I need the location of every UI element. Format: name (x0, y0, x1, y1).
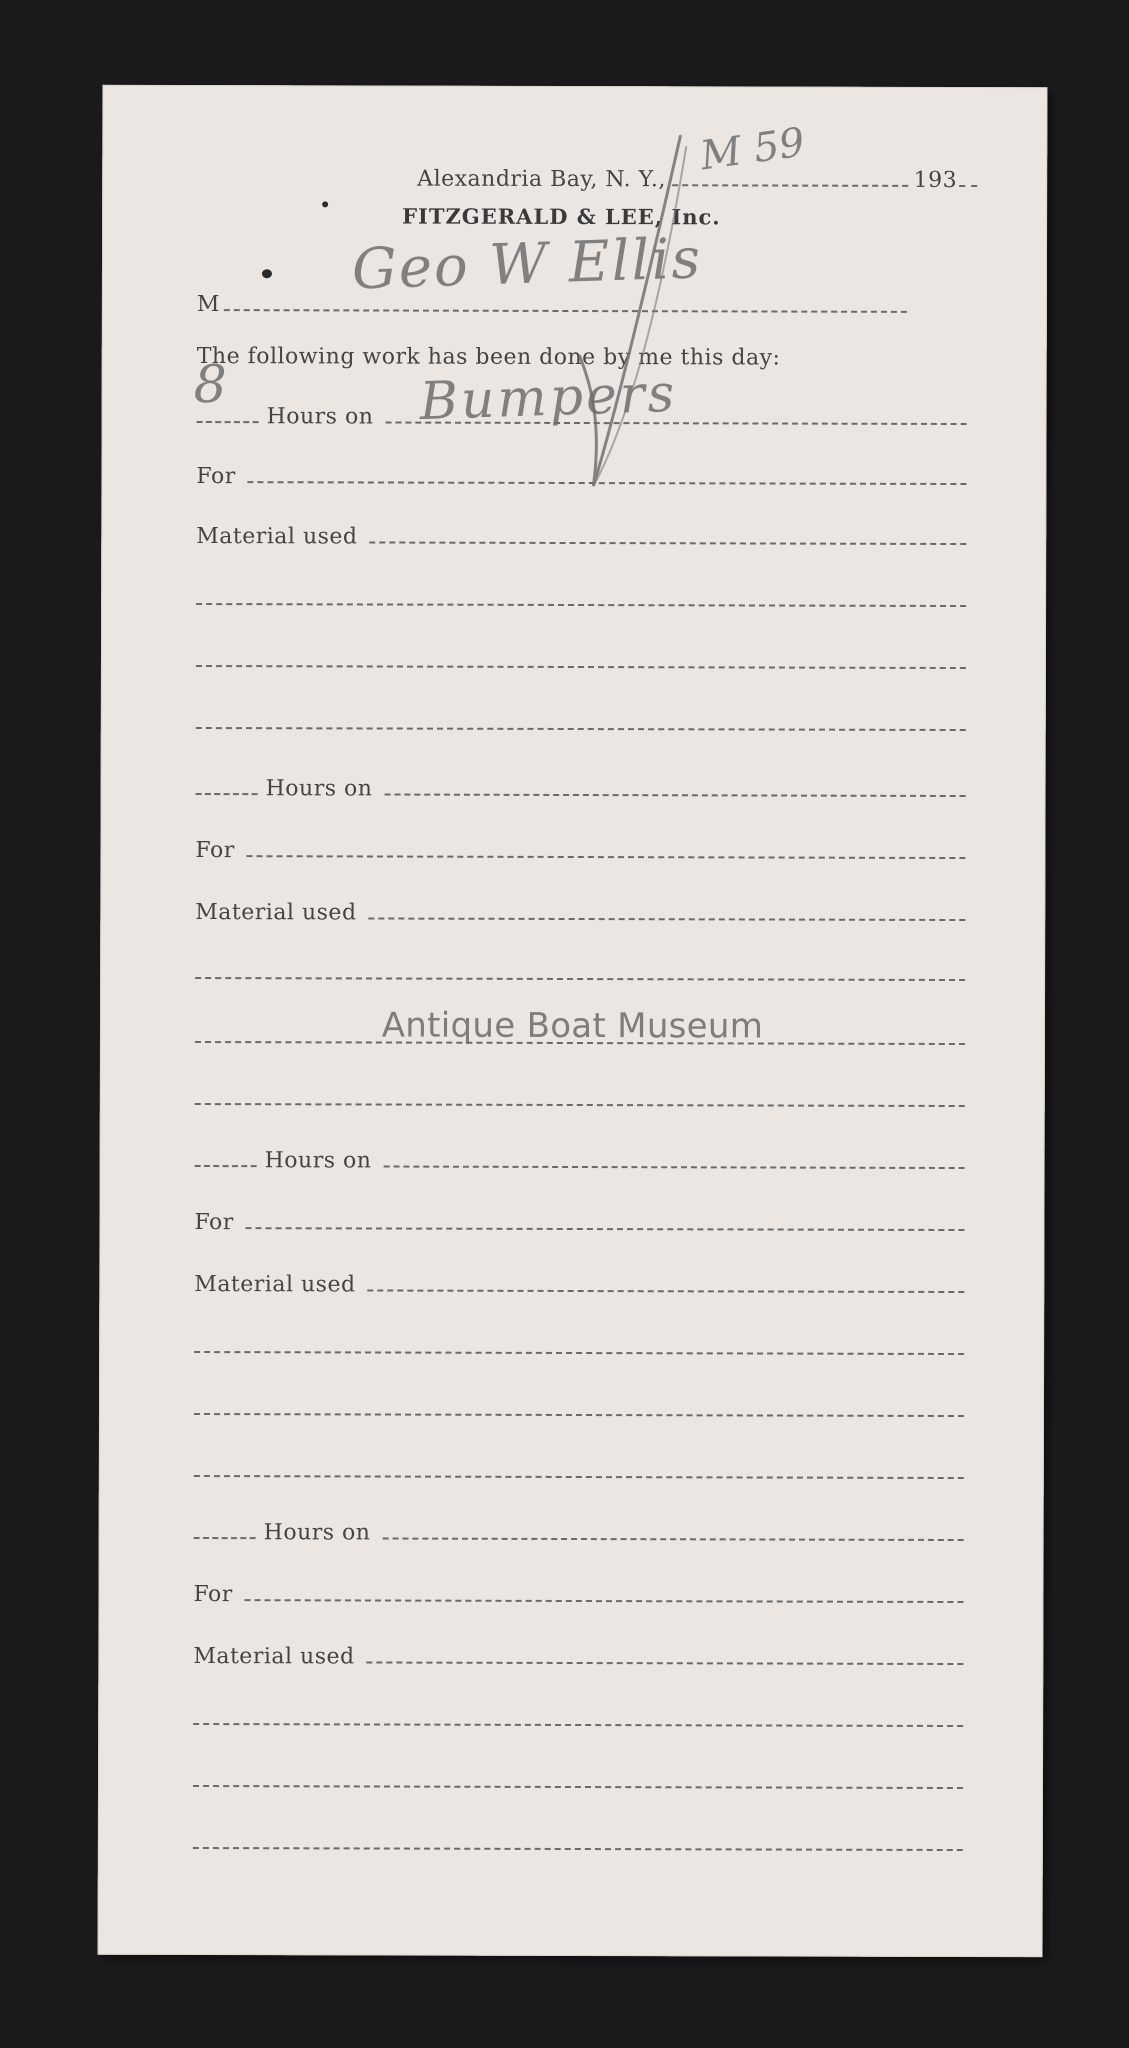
watermark-text: Antique Boat Museum (381, 1005, 764, 1047)
for-label-2: For (195, 838, 235, 864)
material-field-1[interactable] (370, 541, 967, 545)
worker-field[interactable] (224, 309, 907, 313)
blank-line (195, 959, 965, 987)
hours-field-1[interactable] (197, 421, 259, 423)
for-field-2[interactable] (247, 855, 966, 859)
hours-label-2: Hours on (265, 776, 373, 802)
for-label-4: For (193, 1582, 233, 1608)
for-field-3[interactable] (246, 1227, 965, 1231)
handwritten-date: M 59 (697, 119, 808, 180)
handwritten-hours-on: Bumpers (418, 363, 679, 433)
material-line-2 (195, 899, 965, 927)
blank-line (193, 1829, 963, 1857)
material-line-4 (193, 1643, 963, 1671)
blank-line (194, 1457, 964, 1485)
blank-line (193, 1705, 963, 1733)
blank-line (195, 1085, 965, 1113)
handwritten-name: Geo W Ellis (351, 226, 704, 303)
material-field-3[interactable] (368, 1289, 965, 1293)
blank-line (196, 647, 966, 675)
handwritten-hours: 8 (193, 355, 227, 416)
company-label: FITZGERALD & LEE, (402, 203, 664, 230)
for-line-4 (193, 1581, 963, 1609)
hours-field-3[interactable] (195, 1165, 257, 1167)
hours-on-field-2[interactable] (384, 794, 965, 798)
for-line-2 (195, 837, 965, 865)
hours-on-field-4[interactable] (382, 1538, 963, 1542)
material-label-3: Material used (194, 1272, 356, 1298)
paper-spot (322, 201, 328, 207)
blank-field[interactable] (194, 1413, 964, 1417)
blank-field[interactable] (196, 603, 966, 607)
hours-label-4: Hours on (263, 1520, 371, 1546)
company-suffix: Inc. (671, 204, 721, 230)
date-line (417, 162, 977, 193)
material-line-3 (194, 1271, 964, 1299)
for-field-4[interactable] (245, 1599, 964, 1603)
date-field[interactable] (672, 184, 908, 187)
hours-on-field-3[interactable] (383, 1166, 964, 1170)
material-field-4[interactable] (367, 1661, 964, 1665)
blank-line (193, 1767, 963, 1795)
material-label-4: Material used (193, 1644, 355, 1670)
m-label: M (196, 292, 220, 318)
for-label-3: For (194, 1210, 234, 1236)
check-mark-icon (571, 126, 692, 526)
hours-line-3 (195, 1147, 965, 1175)
blank-line (196, 585, 966, 613)
blank-field[interactable] (195, 1103, 965, 1107)
for-line-3 (194, 1209, 964, 1237)
location-label: Alexandria Bay, N. Y., (417, 166, 666, 193)
blank-field[interactable] (193, 1785, 963, 1789)
year-label: 193 (913, 167, 958, 194)
blank-field[interactable] (195, 977, 965, 981)
hours-label-3: Hours on (264, 1148, 372, 1174)
material-field-2[interactable] (369, 917, 966, 921)
blank-field[interactable] (193, 1723, 963, 1727)
blank-field[interactable] (194, 1475, 964, 1479)
material-line-1 (196, 523, 966, 551)
intro-text: The following work has been done by me this day: (196, 344, 781, 371)
paper-spot (262, 269, 272, 278)
hours-line-4 (194, 1519, 964, 1547)
hours-field-2[interactable] (196, 793, 258, 795)
hours-line-2 (196, 775, 966, 803)
blank-line (196, 709, 966, 737)
material-label-1: Material used (196, 524, 358, 550)
material-label-2: Material used (195, 900, 357, 926)
blank-field[interactable] (193, 1847, 963, 1851)
for-label-1: For (196, 464, 236, 490)
year-field[interactable] (959, 185, 977, 187)
work-slip (98, 85, 1048, 1957)
blank-line (194, 1333, 964, 1361)
hours-field-4[interactable] (194, 1537, 256, 1539)
hours-label-1: Hours on (266, 404, 374, 430)
blank-field[interactable] (196, 665, 966, 669)
blank-field[interactable] (196, 727, 966, 731)
blank-line (194, 1395, 964, 1423)
blank-field[interactable] (194, 1351, 964, 1355)
